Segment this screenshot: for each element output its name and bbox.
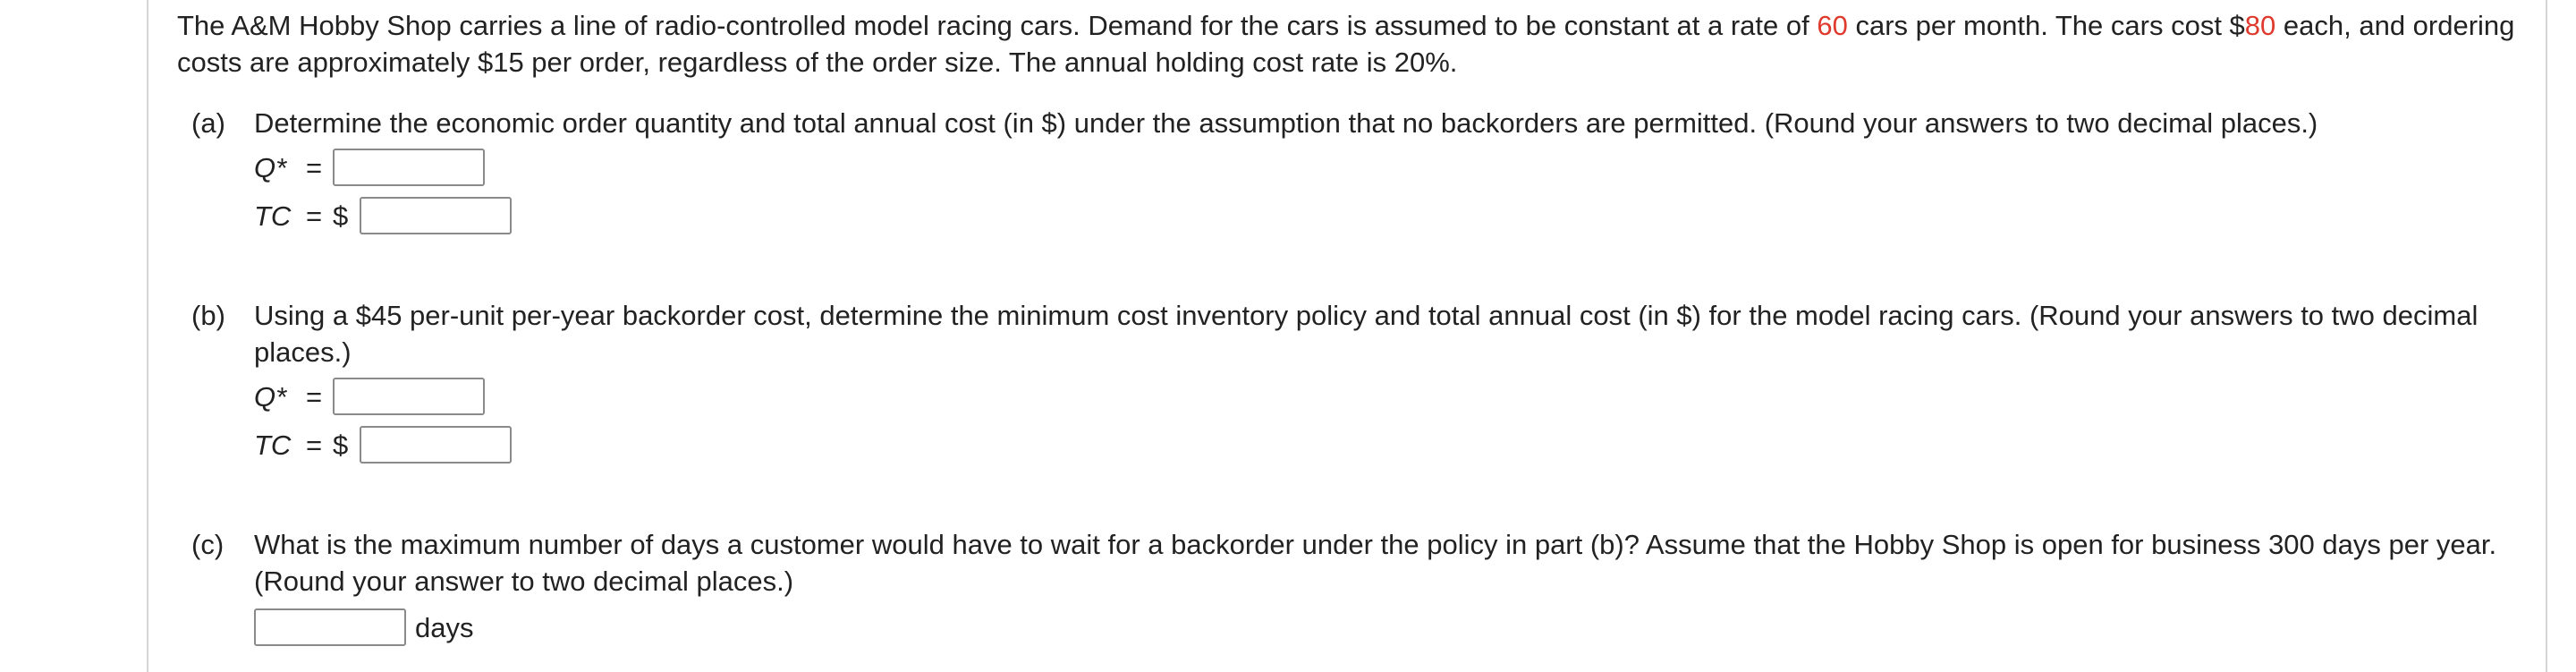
equals-sign: =	[306, 380, 323, 413]
intro-text-3: each, and ordering costs are approximately $15 per order, regardless of the order size. The annual holding cost rate is 20%.	[177, 10, 2515, 78]
part-c-question: What is the maximum number of days a customer would have to wait for a backorder under the policy in part (b)? Assume that the Hobby Shop is open for business 300 days per year. (Round your answer to two decimal places.)	[254, 529, 2497, 597]
dollar-sign: $	[333, 429, 349, 461]
left-border	[147, 0, 148, 672]
q-star-label: Q*	[254, 380, 287, 413]
part-a-q-row	[254, 143, 2538, 191]
demand-rate-value: 60	[1817, 10, 1848, 41]
right-border	[2546, 0, 2547, 672]
intro-text-2: cars per month. The cars cost $	[1847, 10, 2245, 41]
part-b-question: Using a $45 per-unit per-year backorder cost, determine the minimum cost inventory policy and total annual cost (in $) for the model racing cars. (Round your answers to two decimal places.)	[254, 300, 2479, 368]
part-a-tc-row	[254, 191, 2538, 240]
equals-sign: =	[306, 429, 323, 461]
part-b-tc-input[interactable]	[360, 426, 512, 464]
part-c	[177, 526, 2538, 651]
tc-label: TC	[254, 429, 292, 461]
part-a	[177, 105, 2538, 240]
part-a-tc-input[interactable]	[360, 197, 512, 234]
part-b-label: (b)	[191, 300, 225, 331]
part-b-q-row	[254, 372, 2538, 421]
equals-sign: =	[306, 200, 323, 232]
problem-statement	[177, 7, 2538, 81]
unit-cost-value: 80	[2244, 10, 2276, 41]
question-content	[177, 7, 2538, 651]
intro-text-1: The A&M Hobby Shop carries a line of radio-controlled model racing cars. Demand for the cars is assumed to be constant at a rate of	[177, 10, 1818, 41]
part-c-days-input[interactable]	[254, 608, 406, 646]
part-c-answer-row	[254, 603, 2538, 651]
part-b	[177, 297, 2538, 469]
part-a-q-input[interactable]	[333, 149, 485, 186]
days-unit-label: days	[415, 611, 474, 643]
part-c-label: (c)	[191, 529, 225, 560]
q-star-label: Q*	[254, 151, 287, 183]
tc-label: TC	[254, 200, 292, 232]
dollar-sign: $	[333, 200, 349, 232]
part-b-q-input[interactable]	[333, 378, 485, 415]
part-b-tc-row	[254, 421, 2538, 469]
part-a-question: Determine the economic order quantity and total annual cost (in $) under the assumption that no backorders are permitted. (Round your answers to two decimal places.)	[254, 107, 2318, 139]
part-a-label: (a)	[191, 107, 225, 139]
equals-sign: =	[306, 151, 323, 183]
